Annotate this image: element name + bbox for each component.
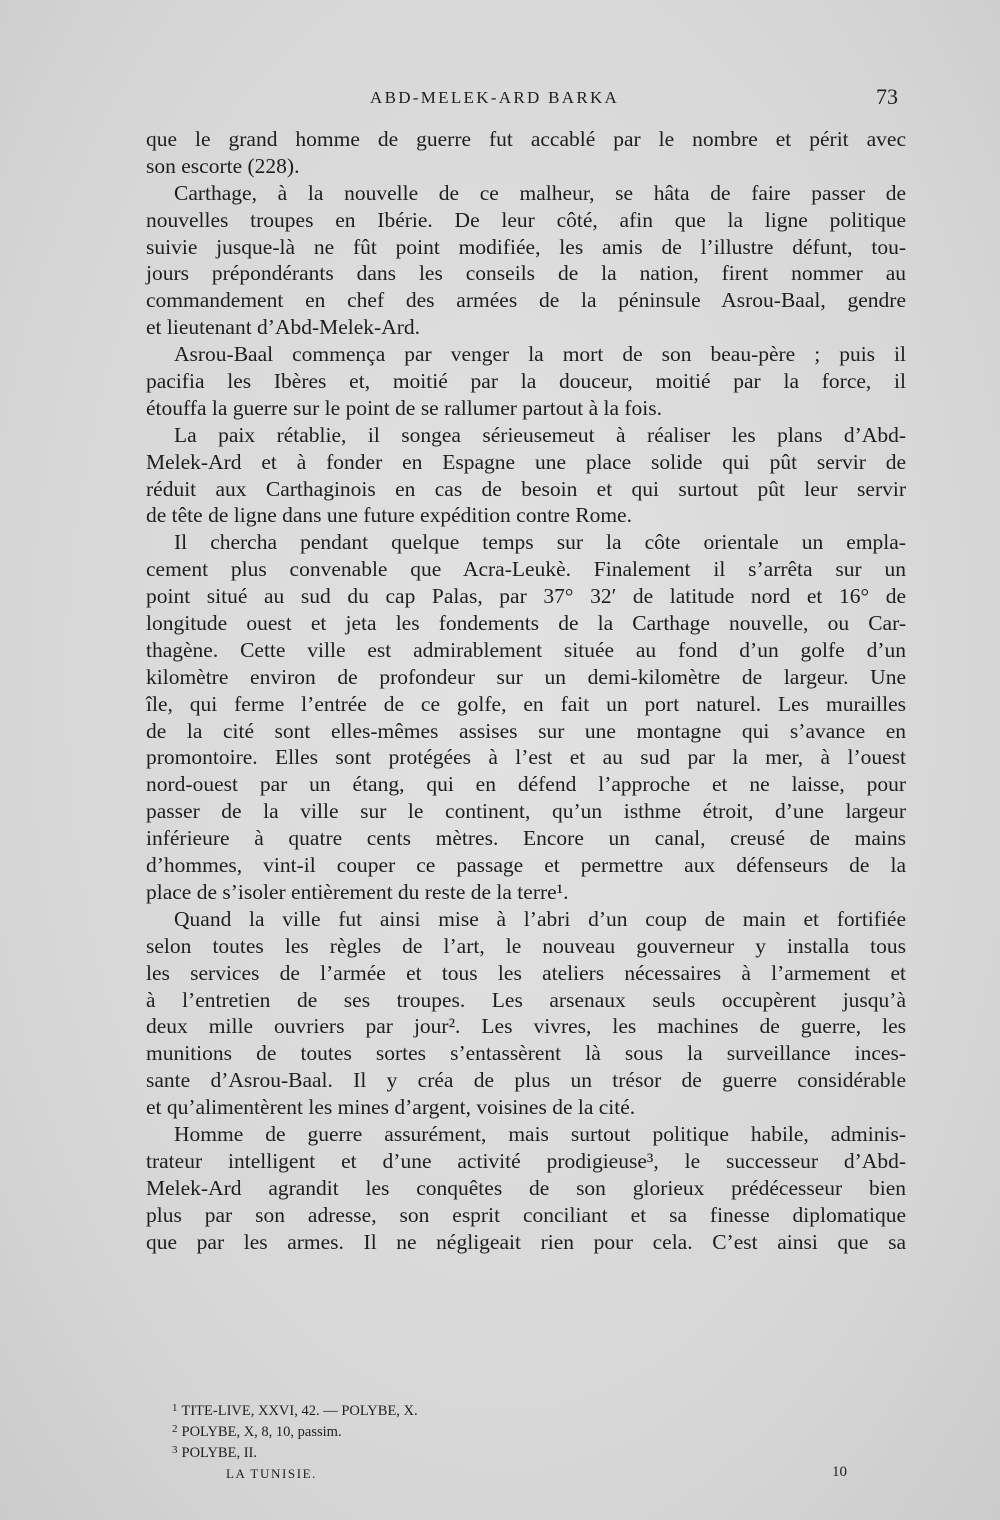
text-line: de la cité sont elles-mêmes assises sur une montagne qui s’avance en	[146, 718, 906, 743]
running-title: ABD-MELEK-ARD BARKA	[370, 88, 620, 107]
text-line: les services de l’armée et tous les ateliers nécessaires à l’armement et	[146, 960, 906, 985]
text-line: thagène. Cette ville est admirablement située au fond d’un golfe d’un	[146, 637, 906, 662]
printer-signature	[0, 1464, 1000, 1488]
text-line: inférieure à quatre cents mètres. Encore un canal, creusé de mains	[146, 826, 906, 851]
text-line: trateur intelligent et d’une activité prodigieuse³, le successeur d’Abd-	[146, 1148, 906, 1173]
text-line: cement plus convenable que Acra-Leukè. Finalement il s’arrêta sur un	[146, 557, 906, 582]
text-line: d’hommes, vint-il couper ce passage et permettre aux défenseurs de la	[146, 853, 906, 878]
text-line: promontoire. Elles sont protégées à l’est et au sud par la mer, à l’ouest	[146, 745, 906, 770]
text-line: Carthage, à la nouvelle de ce malheur, se hâta de faire passer de	[174, 180, 906, 205]
text-line: Homme de guerre assurément, mais surtout politique habile, adminis-	[174, 1121, 906, 1146]
signature-number: 10	[832, 1464, 847, 1480]
text-line: longitude ouest et jeta les fondements de la Carthage nouvelle, ou Car-	[146, 611, 906, 636]
text-line: passer de la ville sur le continent, qu’un isthme étroit, d’une largeur	[146, 799, 906, 824]
text-line: de tête de ligne dans une future expédition contre Rome.	[146, 503, 632, 528]
text-line: étouffa la guerre sur le point de se rallumer partout à la fois.	[146, 395, 663, 420]
running-head	[0, 84, 1000, 114]
text-line: que par les armes. Il ne négligeait rien pour cela. C’est ainsi que sa	[146, 1229, 906, 1254]
signature-title: LA TUNISIE.	[226, 1466, 318, 1481]
text-line: nord-ouest par un étang, qui en défend l’approche et ne laisse, pour	[146, 772, 906, 797]
text-line: Quand la ville fut ainsi mise à l’abri d’un coup de main et fortifiée	[174, 906, 906, 931]
footnote-text: POLYBE, X, 8, 10, passim.	[181, 1424, 342, 1440]
text-line: kilomètre environ de profondeur sur un demi-kilomètre de largeur. Une	[146, 664, 906, 689]
text-line: sante d’Asrou-Baal. Il y créa de plus un trésor de guerre considérable	[146, 1068, 906, 1093]
page-number: 73	[876, 84, 898, 109]
text-line: plus par son adresse, son esprit conciliant et sa finesse diplomatique	[146, 1202, 906, 1227]
text-line: Melek-Ard agrandit les conquêtes de son glorieux prédécesseur bien	[146, 1175, 906, 1200]
text-line: munitions de toutes sortes s’entassèrent là sous la surveillance inces-	[146, 1041, 906, 1066]
text-line: point situé au sud du cap Palas, par 37° 32′ de latitude nord et 16° de	[146, 584, 906, 609]
text-line: Asrou-Baal commença par venger la mort de son beau-père ; puis il	[174, 342, 906, 367]
body-text	[146, 126, 906, 1255]
text-line: réduit aux Carthaginois en cas de besoin et qui surtout pût leur servir	[146, 476, 906, 501]
footnote-mark: 3	[172, 1444, 178, 1456]
text-line: commandement en chef des armées de la péninsule Asrou-Baal, gendre	[146, 288, 906, 313]
text-line: selon toutes les règles de l’art, le nouveau gouverneur y installa tous	[146, 933, 906, 958]
footnote	[172, 1440, 672, 1461]
footnote-text: POLYBE, II.	[181, 1445, 257, 1461]
text-line: La paix rétablie, il songea sérieusemeut à réaliser les plans d’Abd-	[174, 422, 906, 447]
text-line: place de s’isoler entièrement du reste de la terre¹.	[146, 879, 569, 904]
text-line: suivie jusque-là ne fût point modifiée, les amis de l’illustre défunt, tou-	[146, 234, 906, 259]
text-line: à l’entretien de ses troupes. Les arsenaux seuls occupèrent jusqu’à	[146, 987, 906, 1012]
text-line: Melek-Ard et à fonder en Espagne une place solide qui pût servir de	[146, 449, 906, 474]
text-line: nouvelles troupes en Ibérie. De leur côté, afin que la ligne politique	[146, 207, 906, 232]
footnote-text: TITE-LIVE, XXVI, 42. — POLYBE, X.	[181, 1403, 418, 1419]
footnote-mark: 2	[172, 1423, 178, 1435]
footnote-mark: 1	[172, 1402, 178, 1414]
text-line: que le grand homme de guerre fut accablé par le nombre et périt avec	[146, 127, 906, 151]
text-line: et qu’alimentèrent les mines d’argent, voisines de la cité.	[146, 1095, 636, 1120]
text-line: pacifia les Ibères et, moitié par la douceur, moitié par la force, il	[146, 369, 906, 394]
footnotes	[172, 1398, 672, 1461]
text-line: Il chercha pendant quelque temps sur la côte orientale un empla-	[174, 530, 906, 555]
footnote	[172, 1398, 672, 1419]
footnote	[172, 1419, 672, 1440]
text-line: jours prépondérants dans les conseils de la nation, firent nommer au	[146, 261, 906, 286]
text-line: deux mille ouvriers par jour². Les vivres, les machines de guerre, les	[146, 1014, 906, 1039]
text-line: île, qui ferme l’entrée de ce golfe, en fait un port naturel. Les murailles	[146, 691, 906, 716]
text-line: et lieutenant d’Abd-Melek-Ard.	[146, 315, 421, 340]
text-line: son escorte (228).	[146, 153, 300, 178]
